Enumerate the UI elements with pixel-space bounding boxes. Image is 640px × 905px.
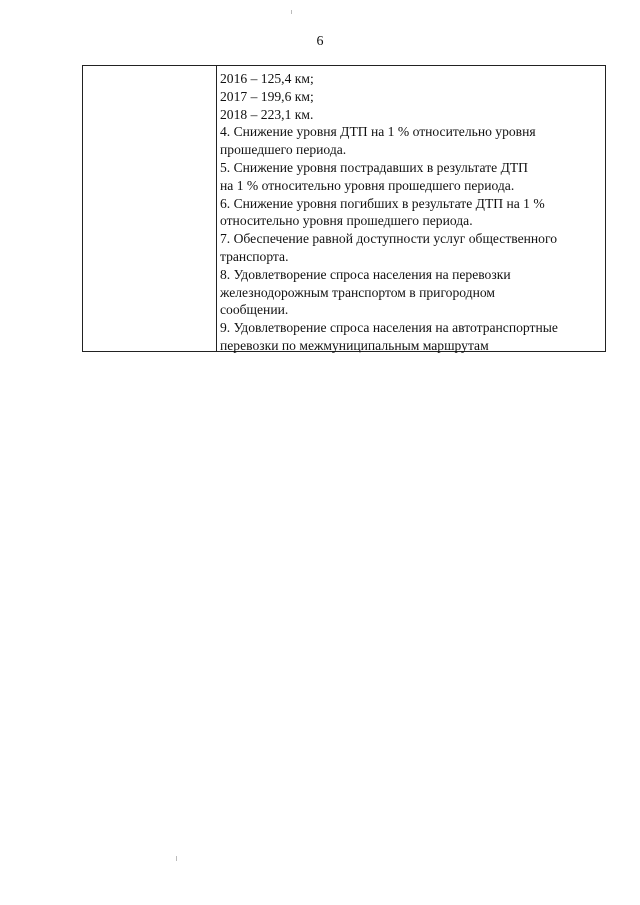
text-line: 2016 – 125,4 км; [220,71,314,86]
text-line: относительно уровня прошедшего периода. [220,213,473,229]
table-cell-empty [83,66,217,351]
table-cell-content [217,66,605,351]
scan-artifact [291,10,292,14]
document-table [82,65,606,352]
text-line: прошедшего периода. [220,142,347,158]
text-line: железнодорожным транспортом в пригородном [220,284,496,300]
text-line: 2017 – 199,6 км; [220,88,314,104]
text-line: 6. Снижение уровня погибших в результате ДТП на 1 % [220,195,545,211]
text-line: 8. Удовлетворение спроса населения на перевозки [220,266,511,282]
text-line: сообщении. [220,302,289,318]
text-line: 2018 – 223,1 км. [220,106,314,122]
text-line: перевозки по межмуниципальным маршрутам [220,337,489,353]
text-line: 9. Удовлетворение спроса населения на автотранспортные [220,320,558,336]
page-number: 6 [316,34,324,49]
text-line: 5. Снижение уровня пострадавших в результате ДТП [220,159,528,175]
text-line: на 1 % относительно уровня прошедшего периода. [220,177,515,193]
scan-artifact [176,856,177,861]
text-line: 4. Снижение уровня ДТП на 1 % относительно уровня [220,124,536,140]
text-line: транспорта. [220,248,289,264]
text-line: 7. Обеспечение равной доступности услуг общественного [220,231,558,247]
